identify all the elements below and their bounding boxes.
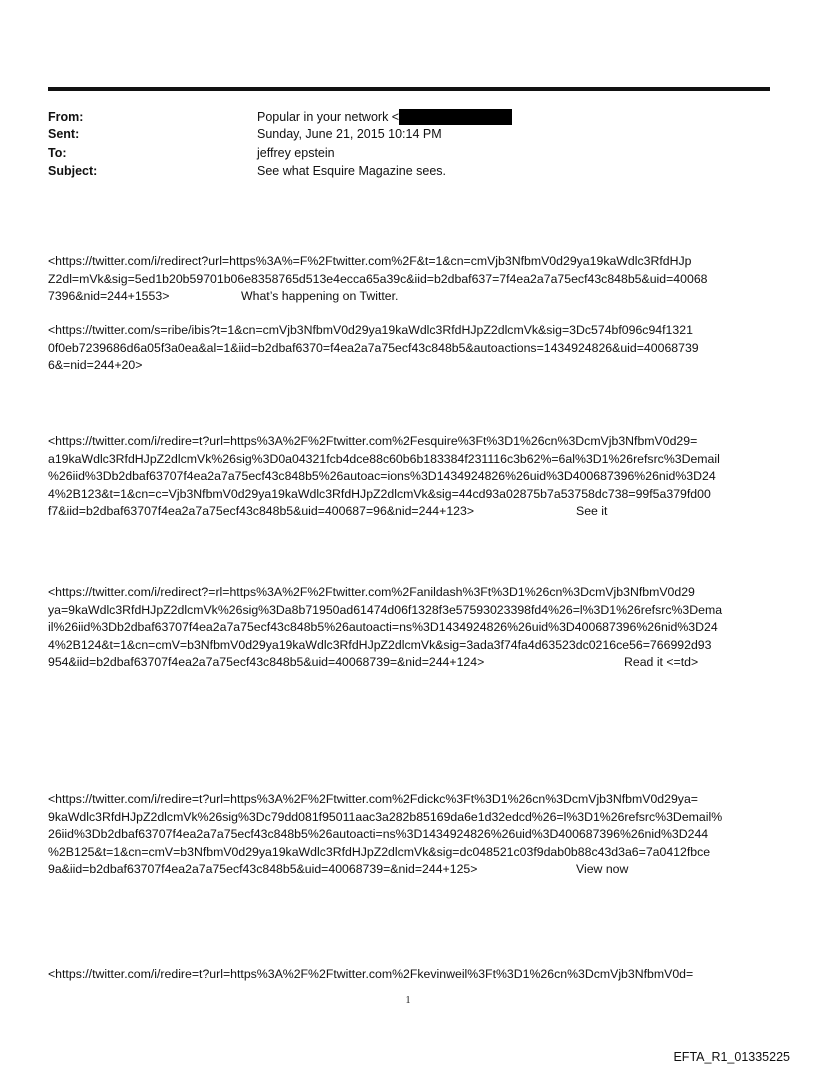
read-it-label[interactable]: Read it <=td> (624, 655, 699, 669)
document-id: EFTA_R1_01335225 (673, 1050, 790, 1064)
whats-happening-label[interactable]: What’s happening on Twitter. (241, 289, 399, 303)
to-row (48, 144, 770, 162)
url-line[interactable]: 26iid%3Db2dbaf63707f4ea2a7a75ecf43c848b5%26autoacti=ns%3D1434924826%26uid%3D400687396%26nid%3D244 (48, 827, 709, 841)
url-line[interactable]: 9kaWdlc3RfdHJpZ2dlcmVk%26sig%3Dc79dd081f95011aac3a282b85169da6e1d32edcd%26=l%3D1%26refsrc%3Demail% (48, 809, 723, 824)
see-it-label[interactable]: See it (576, 504, 608, 518)
url-line[interactable]: 0f0eb7239686d6a05f3a0ea&al=1&iid=b2dbaf6370=f4ea2a7a75ecf43c848b5&autoactions=1434924826&uid=40068739 (48, 340, 699, 355)
sent-row (48, 125, 770, 143)
header-rule (48, 87, 770, 91)
url-line[interactable]: f7&iid=b2dbaf63707f4ea2a7a75ecf43c848b5&uid=400687=96&nid=244+123> (48, 504, 475, 518)
url-line-last (48, 503, 772, 521)
url-line[interactable]: <https://twitter.com/i/redire=t?url=https%3A%2F%2Ftwitter.com%2Fkevinweil%3Ft%3D1%26cn%3DcmVjb3NfbmV0d= (48, 967, 694, 981)
redaction-box (399, 109, 512, 125)
from-value (257, 108, 512, 126)
url-line[interactable]: 7396&nid=244+1553> (48, 289, 170, 303)
url-line[interactable]: <https://twitter.com/i/redirect?=rl=https%3A%2F%2Ftwitter.com%2Fanildash%3Ft%3D1%26cn%3DcmVjb3NfbmV0d29 (48, 585, 695, 599)
url-line[interactable]: a19kaWdlc3RfdHJpZ2dlcmVk%26sig%3D0a04321fcb4dce88c60b6b183384f231116c3b62%=6al%3D1%26refsrc%3Demail (48, 451, 720, 466)
to-value: jeffrey epstein (257, 146, 335, 160)
subject-label: Subject: (48, 164, 98, 178)
from-row (48, 108, 770, 126)
url-line-last (48, 861, 772, 879)
url-line[interactable]: 954&iid=b2dbaf63707f4ea2a7a75ecf43c848b5&uid=40068739=&nid=244+124> (48, 655, 485, 669)
url-line[interactable]: <https://twitter.com/i/redire=t?url=https%3A%2F%2Ftwitter.com%2Fesquire%3Ft%3D1%26cn%3DcmVjb3NfbmV0d29= (48, 434, 698, 448)
url-line[interactable]: il%26iid%3Db2dbaf63707f4ea2a7a75ecf43c848b5%26autoacti=ns%3D1434924826%26uid%3D400687396%26nid%3D24 (48, 620, 718, 634)
url-line[interactable]: 4%2B123&t=1&cn=c=Vjb3NfbmV0d29ya19kaWdlc3RfdHJpZ2dlcmVk&sig=44cd93a02875b7a53758dc738=99f5a379fd00 (48, 486, 711, 501)
to-label: To: (48, 146, 67, 160)
link-block-6 (48, 966, 772, 984)
url-line[interactable]: 6&=nid=244+20> (48, 358, 143, 372)
from-label: From: (48, 110, 84, 124)
url-line[interactable]: %2B125&t=1&cn=cmV=b3NfbmV0d29ya19kaWdlc3RfdHJpZ2dlcmVk&sig=dc048521c03f9dab0b88c43d3a6=7a0412fbce (48, 844, 711, 859)
sent-label: Sent: (48, 127, 80, 141)
link-block-4 (48, 584, 772, 672)
url-line-last (48, 288, 772, 306)
link-block-3 (48, 433, 772, 521)
view-now-label[interactable]: View now (576, 862, 629, 876)
url-line[interactable]: Z2dl=mVk&sig=5ed1b20b59701b06e8358765d513e4ecca65a39c&iid=b2dbaf637=7f4ea2a7a75ecf43c848b5&uid=40068 (48, 271, 708, 286)
url-line[interactable]: <https://twitter.com/s=ribe/ibis?t=1&cn=cmVjb3NfbmV0d29ya19kaWdlc3RfdHJpZ2dlcmVk&sig=3Dc574bf096c94f1321 (48, 323, 693, 337)
url-line[interactable]: %26iid%3Db2dbaf63707f4ea2a7a75ecf43c848b5%26autoac=ions%3D1434924826%26uid%3D400687396%26nid%3D24 (48, 469, 716, 483)
link-block-1 (48, 253, 772, 306)
link-block-2 (48, 322, 772, 375)
link-block-5 (48, 791, 772, 879)
url-line[interactable]: <https://twitter.com/i/redirect?url=https%3A%=F%2Ftwitter.com%2F&t=1&cn=cmVjb3NfbmV0d29ya19kaWdlc3RfdHJp (48, 254, 692, 268)
url-line[interactable]: ya=9kaWdlc3RfdHJpZ2dlcmVk%26sig%3Da8b71950ad61474d06f1328f3e57593023398fd4%26=l%3D1%26refsrc%3Dema (48, 602, 723, 617)
url-line[interactable]: 4%2B124&t=1&cn=cmV=b3NfbmV0d29ya19kaWdlc3RfdHJpZ2dlcmVk&sig=3ada3f74fa4d63523dc0216ce56=766992d93 (48, 637, 712, 652)
page-number: 1 (405, 995, 411, 1006)
sent-value: Sunday, June 21, 2015 10:14 PM (257, 127, 442, 141)
subject-value: See what Esquire Magazine sees. (257, 164, 446, 178)
from-text: Popular in your network < (257, 110, 400, 124)
subject-row (48, 162, 770, 180)
url-line[interactable]: <https://twitter.com/i/redire=t?url=https%3A%2F%2Ftwitter.com%2Fdickc%3Ft%3D1%26cn%3DcmVjb3NfbmV0d29ya= (48, 792, 698, 806)
url-line[interactable]: 9a&iid=b2dbaf63707f4ea2a7a75ecf43c848b5&uid=40068739=&nid=244+125> (48, 862, 478, 876)
url-line-last (48, 654, 772, 672)
